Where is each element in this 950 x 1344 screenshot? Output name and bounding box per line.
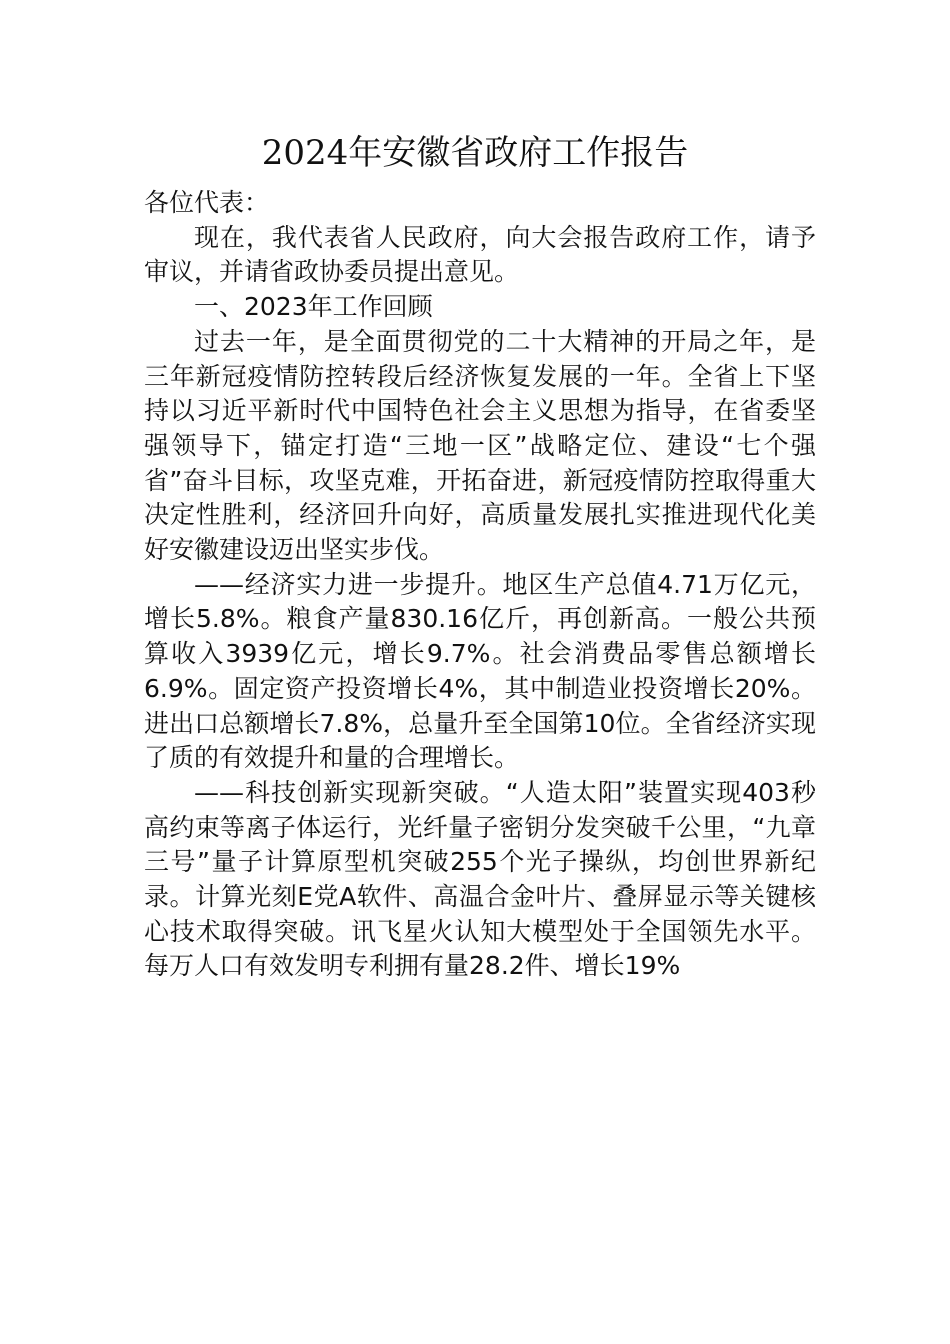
paragraph-intro: 现在，我代表省人民政府，向大会报告政府工作，请予审议，并请省政协委员提出意见。	[144, 222, 816, 287]
paragraph-economy: ——经济实力进一步提升。地区生产总值4.71万亿元，增长5.8%。粮食产量830.16亿斤，再创新高。一般公共预算收入3939亿元，增长9.7%。社会消费品零售总额增长6.9%。固定资产投资增长4%，其中制造业投资增长20%。进出口总额增长7.8%，总量升至全国第10位。全省经济实现了质的有效提升和量的合理增长。	[144, 569, 816, 773]
paragraph-overview: 过去一年，是全面贯彻党的二十大精神的开局之年，是三年新冠疫情防控转段后经济恢复发展的一年。全省上下坚持以习近平新时代中国特色社会主义思想为指导，在省委坚强领导下，锚定打造“三地一区”战略定位、建设“七个强省”奋斗目标，攻坚克难，开拓奋进，新冠疫情防控取得重大决定性胜利，经济回升向好，高质量发展扎实推进现代化美好安徽建设迈出坚实步伐。	[144, 326, 816, 565]
document-body	[144, 186, 816, 984]
section-heading: 一、2023年工作回顾	[194, 292, 433, 322]
document-title: 2024年安徽省政府工作报告	[261, 133, 689, 173]
paragraph-technology: ——科技创新实现新突破。“人造太阳”装置实现403秒高约束等离子体运行，光纤量子密钥分发突破千公里，“九章三号”量子计算原型机突破255个光子操纵，均创世界新纪录。计算光刻E党A软件、高温合金叶片、叠屏显示等关键核心技术取得突破。讯飞星火认知大模型处于全国领先水平。每万人口有效发明专利拥有量28.2件、增长19%	[144, 777, 816, 981]
salutation: 各位代表：	[144, 188, 270, 217]
